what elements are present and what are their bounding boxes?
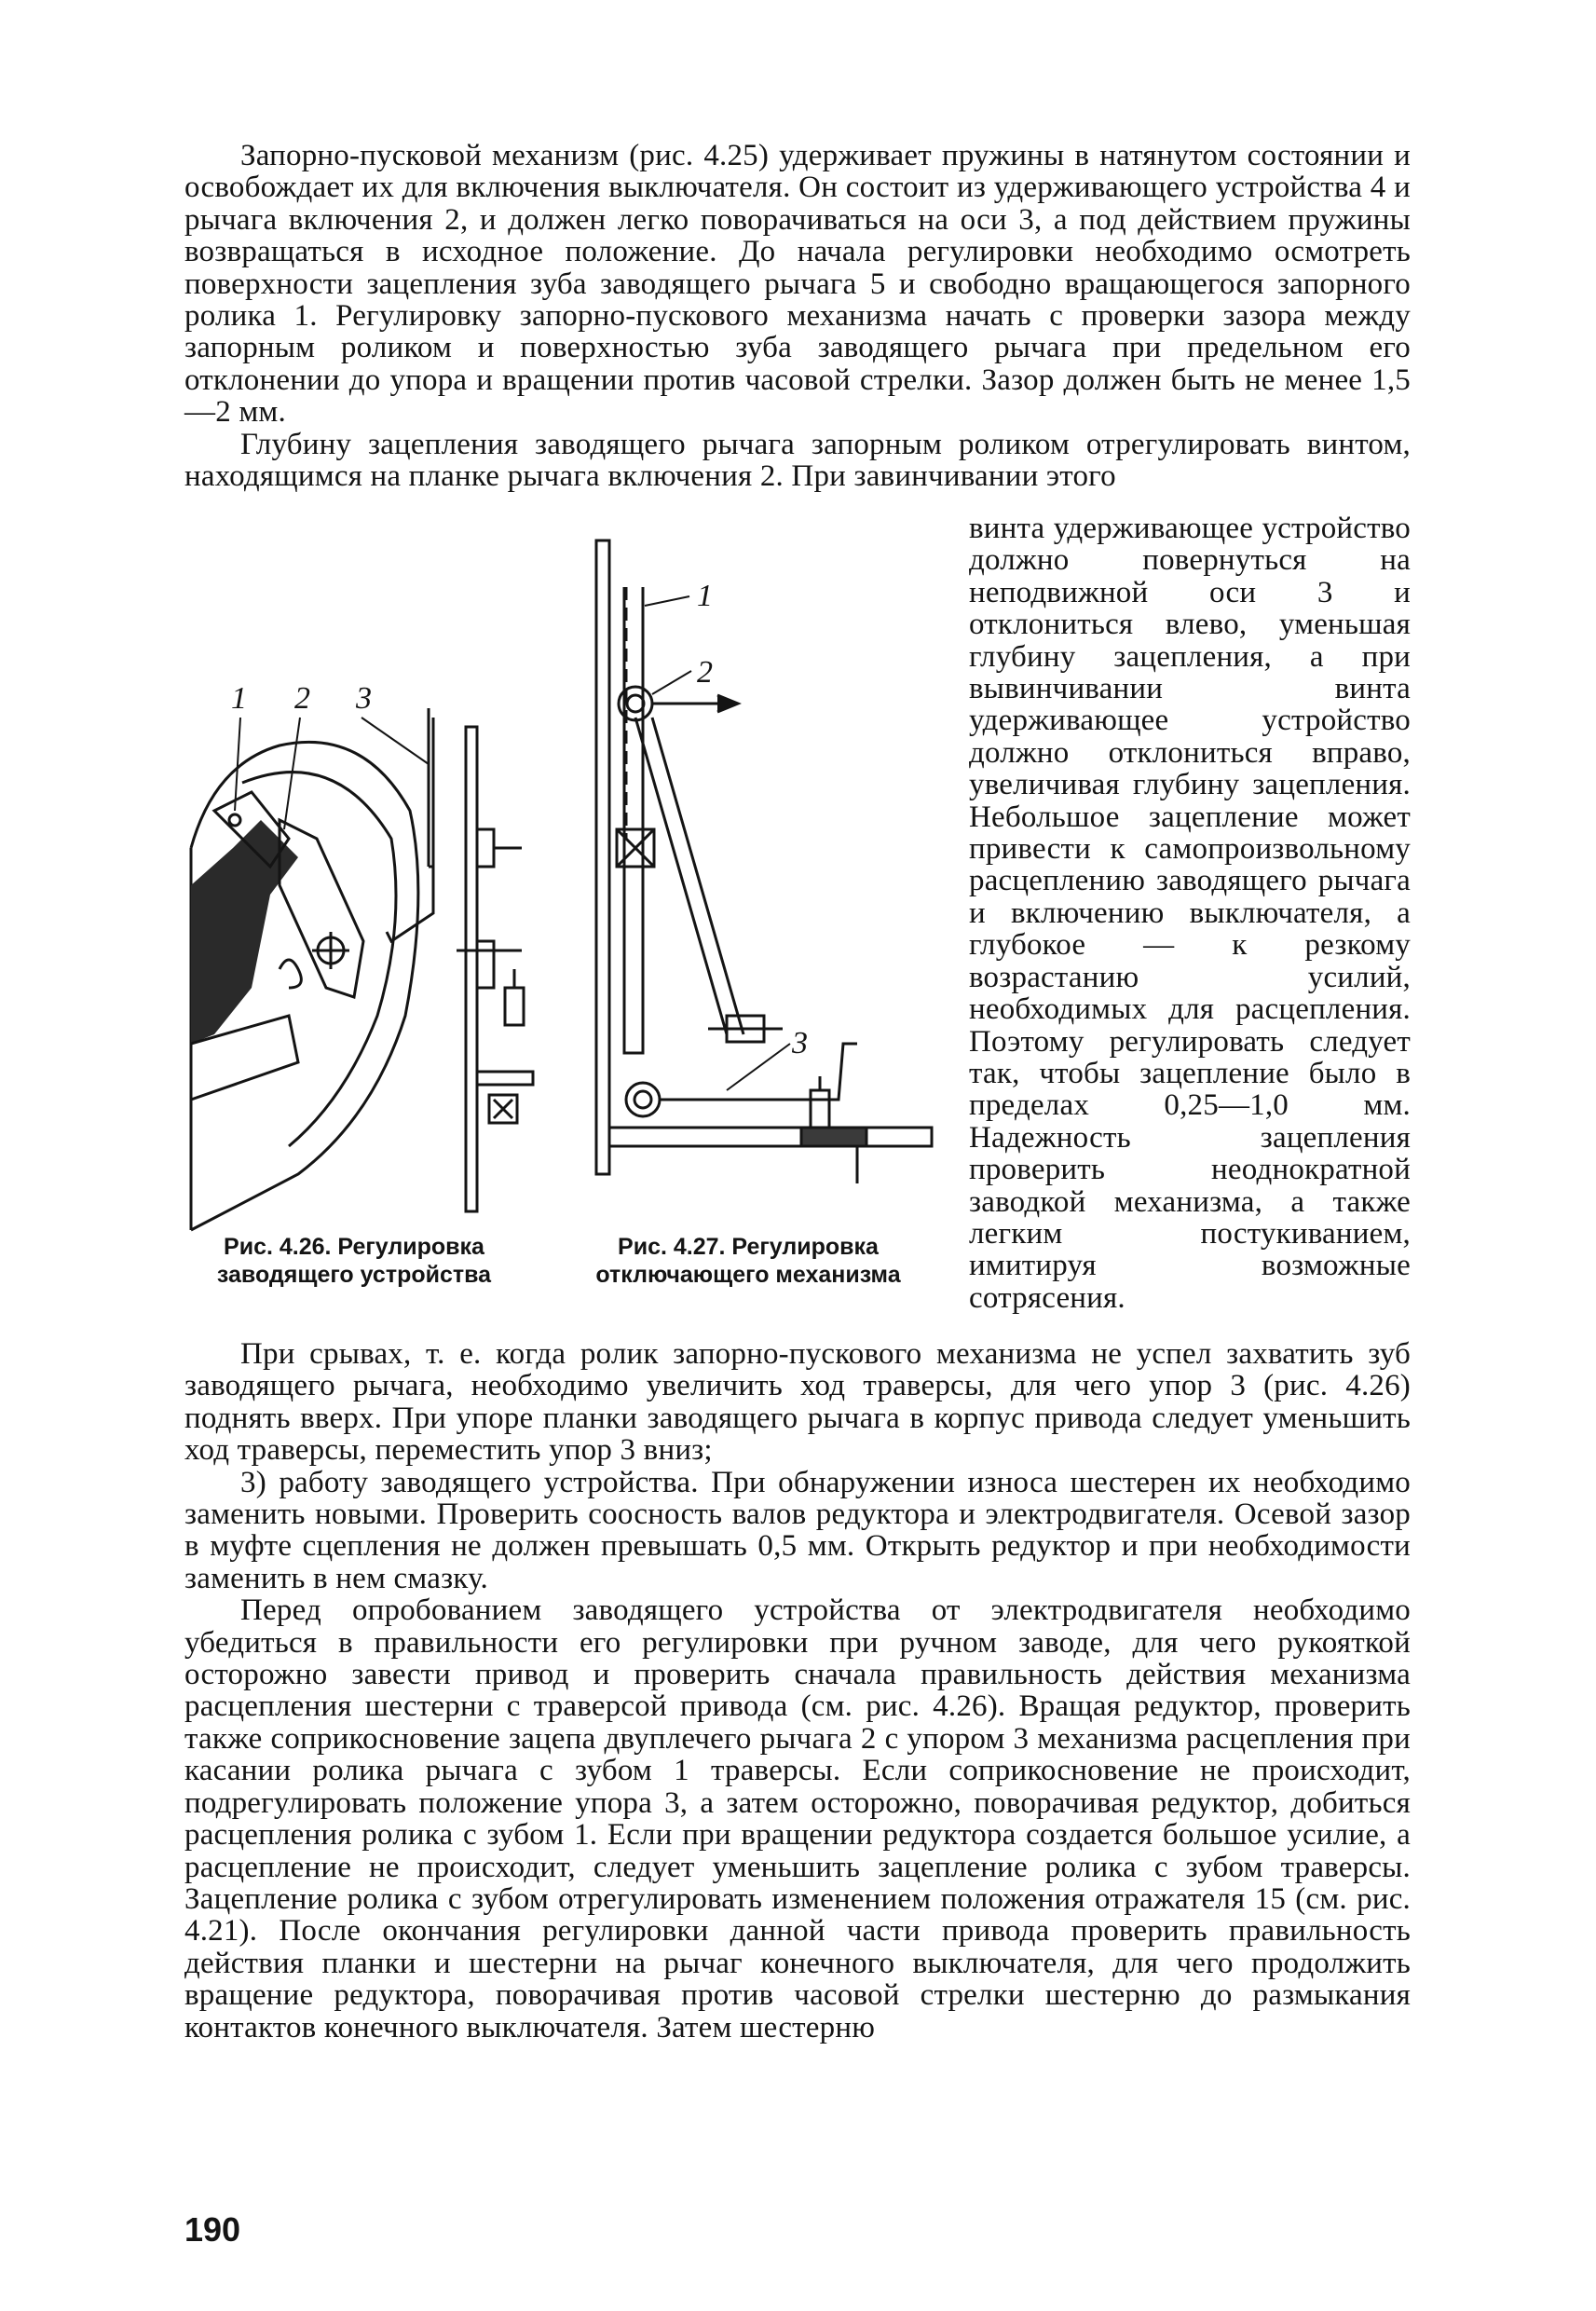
fig26-label-2: 2 — [294, 681, 310, 716]
paragraph-side-column: винта удерживающее устройство должно повернуться на неподвижной оси 3 и отклониться влево, уменьшая глубину зацепления, а при вывинчивании винта удерживающее устройство должно отклониться вправо, увеличивая глубину зацепления. Небольшое зацепление может привести к самопроизвольному расцеплению заводящего рычага и включению выключателя, а глубокое — к резкому возрастанию усилий, необходимых для расцепления. Поэтому регулировать следует так, чтобы зацепление было в пределах 0,25—1,0 мм. Надежность зацепления проверить неоднократной заводкой механизма, а также легким постукиванием, имитируя возможные сотрясения. — [969, 512, 1411, 1315]
fig27-label-1: 1 — [697, 579, 713, 613]
paragraph-testing: Перед опробованием заводящего устройства от электродвигателя необходимо убедиться в правильности его регулировки при ручном заводе, для чего рукояткой осторожно завести привод и проверить сначала правильность действия механизма расцепления шестерни с траверсой привода (см. рис. 4.26). Вращая редуктор, проверить также соприкосновение зацепа двуплечего рычага 2 с упором 3 механизма расцепления при касании ролика рычага с зубом 1 траверсы. Если соприкосновение не происходит, подрегулировать положение упора 3, а затем осторожно, поворачивая редуктор, добиться расцепления ролика с зубом 1. Если при вращении редуктора создается большое усилие, а расцепление не происходит, следует уменьшить зацепление ролика с зубом траверсы. Зацепление ролика с зубом отрегулировать изменением положения отражателя 15 (см. рис. 4.21). После окончания регулировки данной части привода проверить правильность действия планки и шестерни на рычаг конечного выключателя, для чего продолжить вращение редуктора, поворачивая против часовой стрелки шестерню до размыкания контактов конечного выключателя. Затем шестерню — [184, 1593, 1411, 2044]
fig27-caption-line2: отключающего механизма — [595, 1262, 901, 1288]
figure-4-27-caption — [566, 1233, 930, 1289]
side-text-block — [969, 513, 1411, 1314]
fig26-caption-line1: Рис. 4.26. Регулировка — [224, 1234, 484, 1260]
top-text-block — [184, 140, 1411, 492]
figure-4-26-caption — [177, 1233, 531, 1289]
figure-4-27-trip-mechanism — [578, 531, 950, 1183]
fig27-caption-line1: Рис. 4.27. Регулировка — [618, 1234, 879, 1260]
paragraph-slips: При срывах, т. е. когда ролик запорно-пускового механизма не успел захватить зуб заводящего рычага, необходимо увеличить ход траверсы, для чего упор 3 (рис. 4.26) поднять вверх. При упоре планки заводящего рычага в корпус привода следует уменьшить ход траверсы, переместить упор 3 вниз; — [184, 1337, 1411, 1468]
page-number: 190 — [184, 2210, 241, 2249]
bottom-text-block — [184, 1338, 1411, 2044]
fig27-label-2: 2 — [697, 655, 713, 690]
paragraph-latch-mechanism: Запорно-пусковой механизм (рис. 4.25) удерживает пружины в натянутом состоянии и освобождает их для включения выключателя. Он состоит из удерживающего устройства 4 и рычага включения 2, и должен легко поворачиваться на оси 3, а под действием пружины возвращаться в исходное положение. До начала регулировки необходимо осмотреть поверхности зацепления зуба заводящего рычага 5 и свободно вращающегося запорного ролика 1. Регулировку запорно-пускового механизма начать с проверки зазора между запорным роликом и поверхностью зуба заводящего рычага при предельном его отклонении до упора и вращении против часовой стрелки. Зазор должен быть не менее 1,5—2 мм. — [184, 139, 1411, 430]
figure-4-26-winding-device — [177, 681, 550, 1230]
fig27-label-3: 3 — [792, 1026, 808, 1060]
paragraph-winding-device-work: 3) работу заводящего устройства. При обнаружении износа шестерен их необходимо заменить новыми. Проверить соосность валов редуктора и электродвигателя. Осевой зазор в муфте сцепления не должен превышать 0,5 мм. Открыть редуктор и при необходимости заменить в нем смазку. — [184, 1465, 1411, 1595]
fig26-label-3: 3 — [356, 681, 372, 716]
fig26-caption-line2: заводящего устройства — [216, 1262, 492, 1288]
fig26-label-1: 1 — [231, 681, 247, 716]
paragraph-engagement-depth: Глубину зацепления заводящего рычага запорным роликом отрегулировать винтом, находящимся на планке рычага включения 2. При завинчивании этого — [184, 427, 1411, 494]
